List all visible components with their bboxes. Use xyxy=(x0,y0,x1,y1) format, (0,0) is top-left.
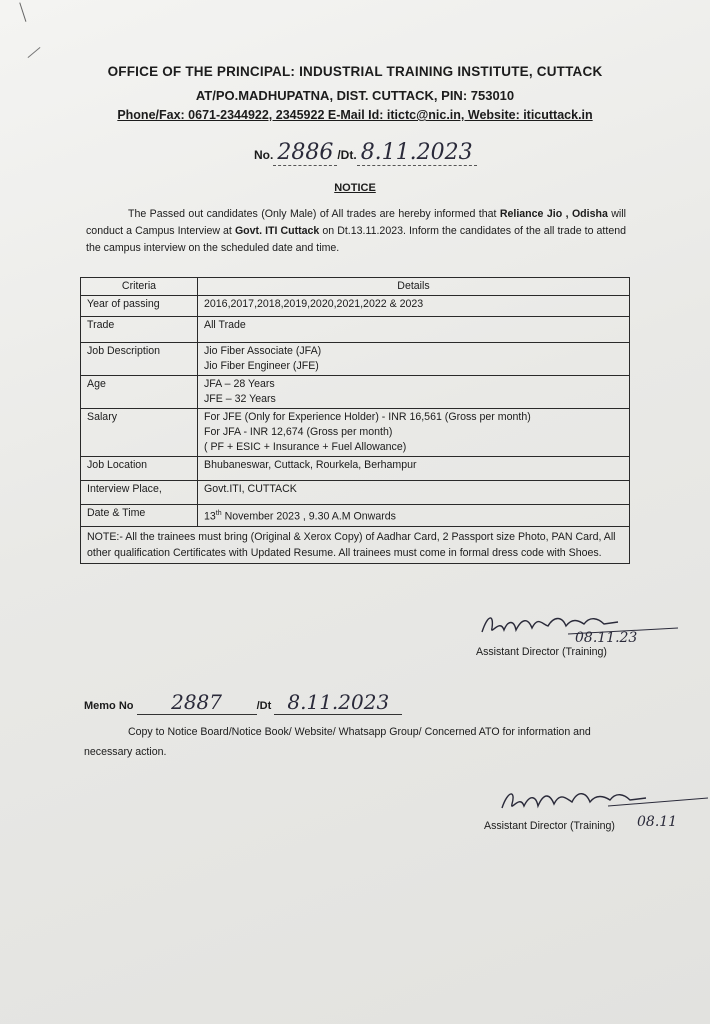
table-header-row xyxy=(81,278,630,296)
criteria-cell: Interview Place, xyxy=(81,481,198,505)
table-row xyxy=(81,505,630,527)
copy-to-text: Copy to Notice Board/Notice Book/ Website/ Whatsapp Group/ Concerned ATO for information and necessary action. xyxy=(84,726,591,758)
memo-line xyxy=(84,690,402,715)
table-note-row xyxy=(81,526,630,563)
detail-line: Govt.ITI, CUTTACK xyxy=(204,483,297,495)
details-cell xyxy=(198,505,630,527)
details-cell xyxy=(198,481,630,505)
criteria-cell: Date & Time xyxy=(81,505,198,527)
ref-no-value: 2886 xyxy=(277,140,334,165)
memo-dt-value: 8.11.2023 xyxy=(287,690,390,714)
office-title: OFFICE OF THE PRINCIPAL: INDUSTRIAL TRAINING INSTITUTE, CUTTACK xyxy=(107,64,603,79)
signature-1-title: Assistant Director (Training) xyxy=(476,646,607,658)
signature-2-date: 08.11 xyxy=(637,814,678,830)
detail-line: JFA – 28 Years xyxy=(204,378,275,390)
criteria-header: Criteria xyxy=(81,278,198,296)
signature-2-scribble xyxy=(498,784,708,816)
details-header: Details xyxy=(198,278,630,296)
criteria-cell: Job Location xyxy=(81,457,198,481)
pen-mark-2 xyxy=(28,47,41,58)
ref-no-label: No. xyxy=(254,148,274,162)
notice-title: NOTICE xyxy=(334,182,376,194)
table-row xyxy=(81,376,630,409)
criteria-cell: Age xyxy=(81,376,198,409)
detail-line: Bhubaneswar, Cuttack, Rourkela, Berhampur xyxy=(204,459,417,471)
signature-2-title: Assistant Director (Training) xyxy=(484,820,615,832)
memo-no-value: 2887 xyxy=(171,690,223,714)
ref-dt-value: 8.11.2023 xyxy=(360,140,473,165)
criteria-cell: Trade xyxy=(81,317,198,343)
criteria-cell: Salary xyxy=(81,409,198,457)
table-row xyxy=(81,409,630,457)
note-cell: NOTE:- All the trainees must bring (Original & Xerox Copy) of Aadhar Card, 2 Passport size Photo, PAN Card, All other qualification Certificates with Updated Resume. All trainees must come in formal dress code with Shoes. xyxy=(81,526,630,563)
memo-label: Memo No xyxy=(84,700,134,712)
criteria-cell: Job Description xyxy=(81,343,198,376)
detail-line: All Trade xyxy=(204,319,246,331)
details-cell xyxy=(198,376,630,409)
detail-line: JFE – 32 Years xyxy=(204,393,276,405)
office-contact: Phone/Fax: 0671-2344922, 2345922 E-Mail Id: itictc@nic.in, Website: iticuttack.in xyxy=(117,108,593,122)
reference-number xyxy=(254,140,477,166)
detail-line: Jio Fiber Associate (JFA) xyxy=(204,345,322,357)
details-cell xyxy=(198,457,630,481)
memo-dt-label: /Dt xyxy=(256,700,272,712)
details-cell xyxy=(198,409,630,457)
detail-line: 2016,2017,2018,2019,2020,2021,2022 & 2023 xyxy=(204,298,424,310)
detail-line: For JFE (Only for Experience Holder) - INR 16,561 (Gross per month) xyxy=(204,411,531,423)
detail-line: Jio Fiber Engineer (JFE) xyxy=(204,360,319,372)
table-row xyxy=(81,457,630,481)
table-row xyxy=(81,296,630,317)
notice-text-1: The Passed out candidates (Only Male) of All trades are hereby informed that xyxy=(128,208,500,220)
criteria-cell: Year of passing xyxy=(81,296,198,317)
date-day: 13 xyxy=(204,510,216,523)
notice-text-3: on Dt.13.11.2023. Inform the candidates of the all trade to attend the campus interview on the scheduled date and time. xyxy=(86,225,626,254)
details-cell xyxy=(198,296,630,317)
details-cell xyxy=(198,343,630,376)
table-row xyxy=(81,481,630,505)
notice-text-2: will conduct a Campus Interview at xyxy=(86,208,626,237)
table-row xyxy=(81,317,630,343)
pen-mark xyxy=(19,0,39,22)
venue-name: Govt. ITI Cuttack xyxy=(234,225,320,237)
table-row xyxy=(81,343,630,376)
detail-line: For JFA - INR 12,674 (Gross per month) xyxy=(204,426,393,438)
date-suffix: th xyxy=(215,510,222,517)
office-address: AT/PO.MADHUPATNA, DIST. CUTTACK, PIN: 753010 xyxy=(195,88,515,103)
detail-line: ( PF + ESIC + Insurance + Fuel Allowance) xyxy=(204,441,407,453)
ref-dt-label: /Dt. xyxy=(337,148,357,162)
details-cell xyxy=(198,317,630,343)
details-table xyxy=(80,277,630,564)
company-name: Reliance Jio , Odisha xyxy=(499,208,608,220)
notice-body xyxy=(86,206,626,257)
date-rest: November 2023 , 9.30 A.M Onwards xyxy=(221,510,396,523)
signature-1-date: 08.11.23 xyxy=(575,630,638,646)
